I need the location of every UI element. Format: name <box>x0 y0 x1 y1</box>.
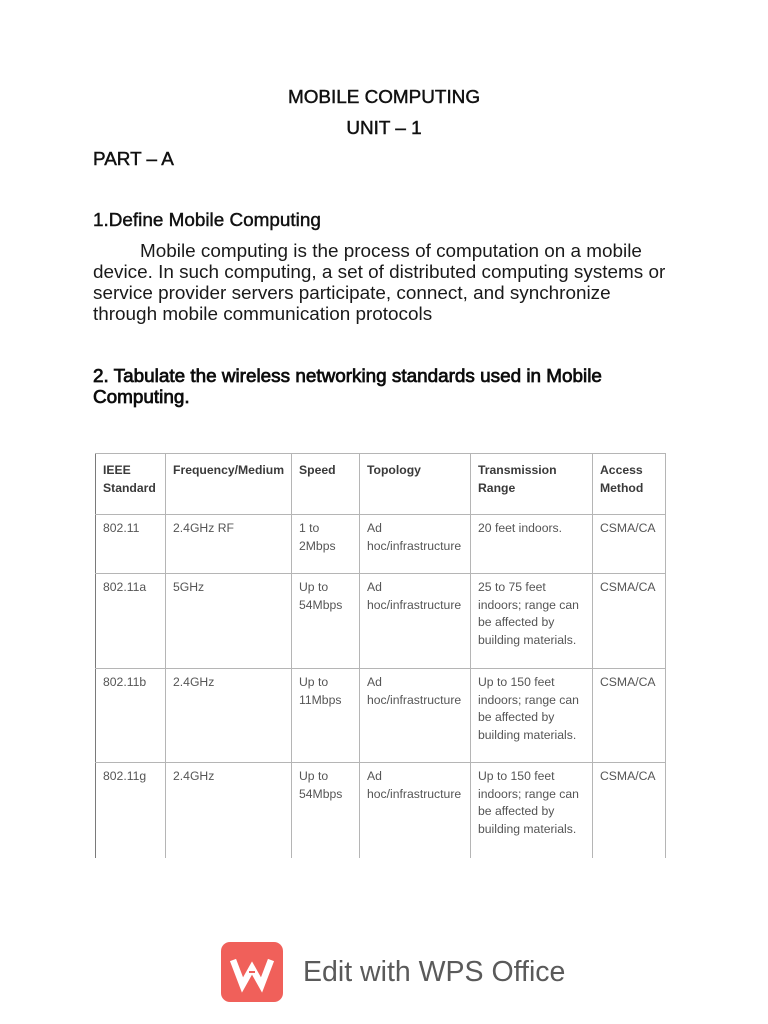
column-header-frequency: Frequency/Medium <box>166 454 292 515</box>
cell-speed: Up to 54Mbps <box>292 763 360 858</box>
cell-topology: Ad hoc/infrastructure <box>360 669 471 763</box>
cell-topology: Ad hoc/infrastructure <box>360 515 471 574</box>
cell-standard: 802.11a <box>96 574 166 669</box>
cell-speed: Up to 11Mbps <box>292 669 360 763</box>
table-row <box>96 669 666 763</box>
cell-topology: Ad hoc/infrastructure <box>360 574 471 669</box>
cell-transmission-range: Up to 150 feet indoors; range can be affected by building materials. <box>471 763 593 858</box>
column-header-topology: Topology <box>360 454 471 515</box>
cell-access-method: CSMA/CA <box>593 763 666 858</box>
cell-frequency: 2.4GHz <box>166 763 292 858</box>
column-header-speed: Speed <box>292 454 360 515</box>
cell-transmission-range: 20 feet indoors. <box>471 515 593 574</box>
table-row <box>96 763 666 858</box>
edit-with-wps-banner[interactable] <box>221 942 573 1002</box>
cell-standard: 802.11b <box>96 669 166 763</box>
cell-frequency: 2.4GHz <box>166 669 292 763</box>
cell-transmission-range: Up to 150 feet indoors; range can be affected by building materials. <box>471 669 593 763</box>
table-header-row <box>96 454 666 515</box>
part-heading: PART – A <box>93 148 174 170</box>
cell-speed: Up to 54Mbps <box>292 574 360 669</box>
table-row <box>96 515 666 574</box>
cell-frequency: 5GHz <box>166 574 292 669</box>
cell-topology: Ad hoc/infrastructure <box>360 763 471 858</box>
wps-banner-label: Edit with WPS Office <box>303 956 566 988</box>
cell-frequency: 2.4GHz RF <box>166 515 292 574</box>
column-header-ieee-standard: IEEE Standard <box>96 454 166 515</box>
wireless-standards-table <box>95 453 666 858</box>
wps-office-logo-icon <box>221 942 283 1002</box>
table-row <box>96 574 666 669</box>
column-header-access-method: Access Method <box>593 454 666 515</box>
question-1-answer: Mobile computing is the process of computation on a mobile device. In such computing, a set of distributed computing systems or service provider servers participate, connect, and synchronize through mobile communication protocols <box>93 240 666 325</box>
cell-access-method: CSMA/CA <box>593 574 666 669</box>
cell-access-method: CSMA/CA <box>593 669 666 763</box>
document-title: MOBILE COMPUTING <box>287 86 481 108</box>
question-2-heading: 2. Tabulate the wireless networking standards used in Mobile Computing. <box>93 365 602 408</box>
cell-standard: 802.11 <box>96 515 166 574</box>
cell-access-method: CSMA/CA <box>593 515 666 574</box>
cell-transmission-range: 25 to 75 feet indoors; range can be affected by building materials. <box>471 574 593 669</box>
unit-heading: UNIT – 1 <box>346 117 422 139</box>
cell-standard: 802.11g <box>96 763 166 858</box>
question-1-heading: 1.Define Mobile Computing <box>93 209 321 231</box>
cell-speed: 1 to 2Mbps <box>292 515 360 574</box>
column-header-transmission-range: Transmission Range <box>471 454 593 515</box>
